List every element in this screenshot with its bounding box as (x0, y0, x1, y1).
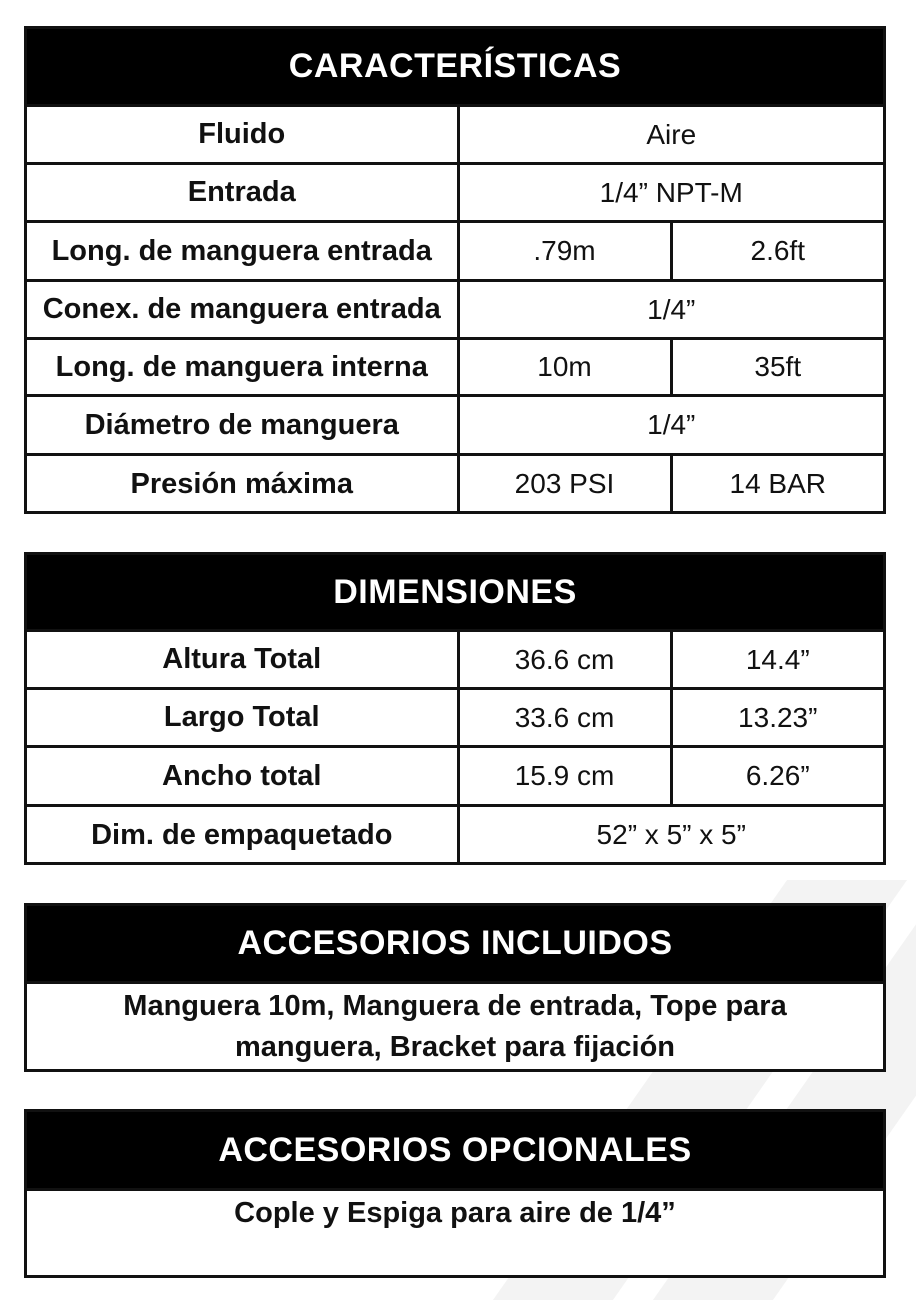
accesorios-incluidos-line: manguera, Bracket para fijación (235, 1031, 675, 1063)
accesorios-incluidos-section (24, 903, 886, 1072)
row-label: Diámetro de manguera (27, 396, 458, 455)
row-value-imperial: 14 BAR (671, 455, 883, 513)
table-row (27, 631, 883, 689)
row-value-imperial: 14.4” (671, 631, 883, 689)
dimensiones-section (24, 552, 886, 865)
accesorios-incluidos-title: ACCESORIOS INCLUIDOS (27, 906, 883, 981)
table-row (27, 222, 883, 281)
row-label: Dim. de empaquetado (27, 806, 458, 864)
row-label: Fluido (27, 106, 458, 164)
caracteristicas-section (24, 26, 886, 514)
table-row (27, 281, 883, 339)
accesorios-opcionales-section (24, 1109, 886, 1278)
accesorios-incluidos-line: Manguera 10m, Manguera de entrada, Tope para (123, 990, 787, 1022)
row-value-metric: .79m (458, 222, 671, 281)
row-value-imperial: 6.26” (671, 747, 883, 806)
row-value: 1/4” (458, 396, 883, 455)
row-value-imperial: 13.23” (671, 689, 883, 747)
row-value-metric: 203 PSI (458, 455, 671, 513)
row-value-imperial: 2.6ft (671, 222, 883, 281)
row-value-metric: 15.9 cm (458, 747, 671, 806)
accesorios-incluidos-text (27, 981, 883, 1069)
table-row (27, 396, 883, 455)
accesorios-opcionales-line: Cople y Espiga para aire de 1/4” (234, 1197, 676, 1229)
row-label: Ancho total (27, 747, 458, 806)
dimensiones-title: DIMENSIONES (27, 555, 883, 629)
row-label: Conex. de manguera entrada (27, 281, 458, 339)
accesorios-opcionales-title: ACCESORIOS OPCIONALES (27, 1112, 883, 1188)
row-label: Presión máxima (27, 455, 458, 513)
accesorios-opcionales-text (27, 1188, 883, 1275)
row-value-metric: 36.6 cm (458, 631, 671, 689)
row-value: 1/4” (458, 281, 883, 339)
dimensiones-table (27, 629, 883, 864)
row-value-metric: 10m (458, 339, 671, 396)
row-label: Long. de manguera interna (27, 339, 458, 396)
table-row (27, 747, 883, 806)
table-row (27, 164, 883, 222)
row-value-imperial: 35ft (671, 339, 883, 396)
row-label: Altura Total (27, 631, 458, 689)
row-value-metric: 33.6 cm (458, 689, 671, 747)
row-value: 1/4” NPT-M (458, 164, 883, 222)
table-row (27, 106, 883, 164)
row-label: Largo Total (27, 689, 458, 747)
table-row (27, 455, 883, 513)
row-label: Long. de manguera entrada (27, 222, 458, 281)
caracteristicas-title: CARACTERÍSTICAS (27, 29, 883, 104)
table-row (27, 806, 883, 864)
caracteristicas-table (27, 104, 883, 513)
row-label: Entrada (27, 164, 458, 222)
row-value: 52” x 5” x 5” (458, 806, 883, 864)
table-row (27, 689, 883, 747)
table-row (27, 339, 883, 396)
row-value: Aire (458, 106, 883, 164)
